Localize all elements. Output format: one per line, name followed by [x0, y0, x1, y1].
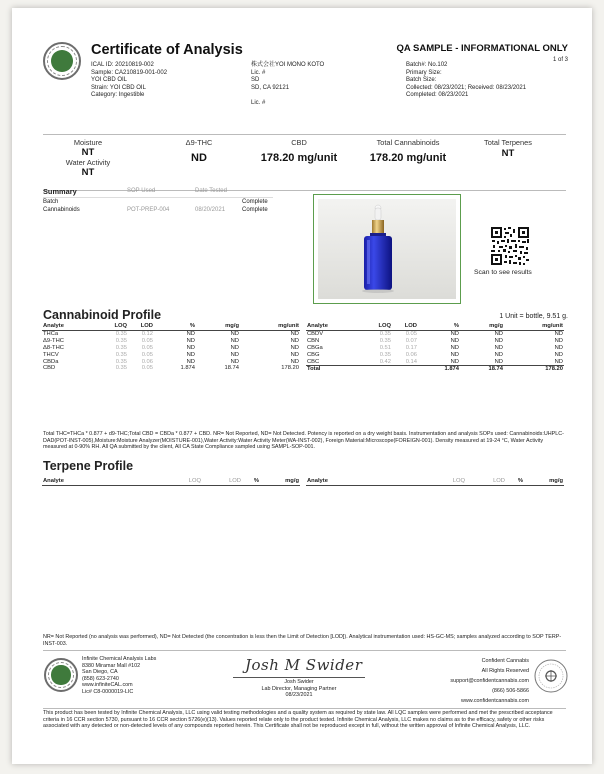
value-cell: ND	[554, 337, 563, 344]
qr-code[interactable]	[490, 226, 530, 266]
total-cannabinoids-cell	[354, 138, 462, 164]
total-value: 1.874	[418, 366, 460, 373]
value-cell: ND	[494, 330, 503, 337]
value-cell: 178.20	[281, 365, 299, 372]
lab-line: (858) 623-2740	[82, 675, 119, 682]
thc-cell	[159, 138, 239, 164]
table-header-row	[306, 323, 564, 330]
cc-line: Confident Cannabis	[481, 658, 529, 664]
info-line: Batch Size:	[406, 77, 437, 83]
cannabinoid-table-left	[42, 323, 300, 372]
cc-line: support@confidentcannabis.com	[450, 678, 529, 684]
total-value	[392, 366, 418, 373]
divider	[43, 134, 566, 135]
value-cell: 0.35	[379, 330, 391, 337]
table-row	[42, 359, 300, 366]
moisture-value: NT	[81, 147, 95, 158]
summary-row	[43, 199, 283, 207]
date-column-header: Date Tested	[195, 188, 227, 194]
total-terpenes-cell	[468, 138, 548, 159]
lab-logo-icon	[43, 42, 81, 80]
column-header: LOD	[392, 323, 418, 330]
info-line: SD, CA 92121	[251, 84, 290, 91]
value-cell: 0.51	[379, 344, 391, 351]
thc-label: Δ9-THC	[185, 138, 213, 147]
value-cell: 1.874	[180, 365, 195, 372]
page-title: Certificate of Analysis	[91, 42, 243, 58]
value-cell: ND	[450, 330, 459, 337]
terpene-profile-title: Terpene Profile	[43, 459, 134, 473]
info-line: 株式会社YOI MONO KOTO	[251, 62, 325, 68]
analyte-cell: CBC	[307, 358, 320, 365]
value-cell: ND	[554, 330, 563, 337]
certificate-page	[12, 8, 592, 764]
total-value: 178.20	[504, 366, 564, 373]
value-cell: ND	[554, 344, 563, 351]
cc-line: (866) 506-5866	[492, 688, 529, 694]
value-cell: 0.35	[115, 344, 127, 351]
info-line: ICAL ID: 20210819-002	[91, 62, 154, 68]
column-header: Analyte	[306, 478, 416, 485]
table-header-row	[42, 323, 300, 330]
column-header: LOQ	[102, 323, 128, 330]
value-cell: 0.14	[405, 358, 417, 365]
value-cell: ND	[494, 337, 503, 344]
total-value	[366, 366, 392, 373]
total-terpenes-label: Total Terpenes	[484, 138, 532, 147]
value-cell: ND	[450, 337, 459, 344]
column-header: LOD	[128, 323, 154, 330]
info-line: Primary Size:	[406, 69, 442, 76]
total-value: 18.74	[460, 366, 504, 373]
value-cell: ND	[450, 358, 459, 365]
value-cell: 0.35	[379, 351, 391, 358]
summary-title: Summary	[43, 187, 77, 196]
column-header: %	[506, 478, 524, 485]
value-cell: ND	[186, 330, 195, 337]
analyte-cell: CBG	[307, 351, 320, 358]
analyte-cell: CBDV	[307, 330, 324, 337]
summary-row-status: Complete	[242, 199, 268, 205]
summary-row-sop: POT-PREP-004	[127, 207, 170, 213]
lab-address	[82, 656, 212, 696]
water-activity-value: NT	[81, 167, 95, 178]
summary-row	[43, 207, 283, 215]
column-header: mg/g	[460, 323, 504, 330]
column-header: LOD	[202, 478, 242, 485]
value-cell: 0.35	[115, 351, 127, 358]
value-cell: ND	[290, 358, 299, 365]
value-cell: 0.35	[115, 330, 127, 337]
lab-line: San Diego, CA	[82, 669, 118, 676]
column-header: mg/g	[196, 323, 240, 330]
analyte-cell: THCa	[43, 330, 59, 337]
info-line: Strain: YOI CBD OIL	[91, 84, 146, 91]
value-cell: ND	[290, 344, 299, 351]
qa-label: QA SAMPLE - INFORMATIONAL ONLY	[396, 43, 568, 54]
moisture-label: Moisture	[73, 138, 103, 147]
summary-row-date: 08/20/2021	[195, 207, 226, 213]
column-header: %	[154, 323, 196, 330]
client-info	[251, 62, 391, 107]
confident-cannabis-info	[411, 656, 529, 706]
total-terpenes-value: NT	[501, 148, 515, 159]
info-line: Sample: CA210819-001-002	[91, 69, 168, 76]
value-cell: 0.05	[141, 365, 153, 372]
value-cell: ND	[290, 337, 299, 344]
cbd-cell	[249, 138, 349, 164]
column-header: LOQ	[152, 478, 202, 485]
table-row	[306, 352, 564, 359]
column-header: LOD	[466, 478, 506, 485]
cbd-value: 178.20 mg/unit	[260, 152, 338, 164]
cannabinoid-footnote: Total THC=THCa * 0.877 + d9-THC;Total CBD = CBDa * 0.877 + CBD. NR= Not Reported, ND= Not Detected. Potency is reported on a dry weight basis. Instrumentation and analysis SOPs used: Cannabinoids:UHPLC-DAD(POT-INST-005),Moisture:Moisture Analyzer(MOISTURE-001),Water Activity:Water Activity Meter(WA-INST-002), Foreign Material:Microscope(FOREIGN-001). Density measured at 19-24 °C, Water Activity measured at 0-90% RH. All QA submitted by the client, All CA State Compliance sampled using SAMPL-SOP-001.	[43, 431, 564, 451]
value-cell: 0.05	[405, 330, 417, 337]
product-image	[313, 194, 461, 304]
analyte-cell: Δ9-THC	[43, 337, 64, 344]
value-cell: 0.06	[405, 351, 417, 358]
cannabinoid-table-right	[306, 323, 564, 373]
value-cell: 0.05	[141, 337, 153, 344]
table-row	[306, 330, 564, 337]
info-line: Lic. #	[251, 69, 266, 76]
value-cell: ND	[230, 351, 239, 358]
column-header: Analyte	[42, 478, 152, 485]
page-number: 1 of 3	[552, 57, 568, 63]
lab-line: www.infiniteCAL.com	[82, 682, 133, 689]
column-header: LOQ	[416, 478, 466, 485]
value-cell: 0.05	[141, 344, 153, 351]
cbd-label: CBD	[291, 138, 307, 147]
value-cell: ND	[230, 330, 239, 337]
value-cell: ND	[186, 337, 195, 344]
info-line	[251, 92, 391, 100]
summary-row-status: Complete	[242, 207, 268, 213]
summary-row-name: Batch	[43, 199, 59, 205]
total-cannabinoids-value: 178.20 mg/unit	[369, 152, 447, 164]
lab-line: Lic# C8-0000019-LIC	[82, 688, 134, 695]
signer-line: 08/23/2021	[285, 692, 313, 699]
column-header: Analyte	[306, 323, 366, 330]
cc-line: www.confidentcannabis.com	[460, 698, 529, 704]
column-header: LOQ	[366, 323, 392, 330]
value-cell: 0.06	[141, 358, 153, 365]
value-cell: ND	[230, 358, 239, 365]
divider	[43, 650, 566, 651]
lab-logo-icon	[44, 658, 78, 692]
table-header-row	[42, 478, 300, 485]
value-cell: ND	[450, 344, 459, 351]
column-header: %	[418, 323, 460, 330]
lab-line: 8380 Miramar Mall #102	[82, 662, 141, 669]
water-activity-label: Water Activity	[65, 158, 111, 167]
terpene-table-left	[42, 478, 300, 486]
total-row	[306, 366, 564, 373]
info-line: Completed: 08/23/2021	[406, 92, 469, 98]
scan-caption: Scan to see results	[474, 269, 532, 276]
info-line: Category: Ingestible	[91, 92, 145, 98]
terpene-table-right	[306, 478, 564, 486]
value-cell: ND	[186, 351, 195, 358]
value-cell: 0.05	[141, 351, 153, 358]
value-cell: ND	[554, 351, 563, 358]
signer-line: Lab Director, Managing Partner	[261, 685, 337, 692]
moisture-cell	[48, 138, 128, 178]
total-cannabinoids-label: Total Cannabinoids	[376, 138, 440, 147]
table-row	[42, 352, 300, 359]
cannabinoid-profile-title: Cannabinoid Profile	[43, 308, 162, 322]
column-header: mg/g	[260, 478, 300, 485]
total-label: Total	[306, 366, 366, 373]
divider	[43, 190, 566, 191]
info-line: Lic. #	[251, 99, 266, 106]
divider	[43, 197, 273, 198]
value-cell: ND	[290, 351, 299, 358]
column-header: mg/unit	[240, 323, 300, 330]
value-cell: ND	[230, 337, 239, 344]
value-cell: 0.35	[379, 337, 391, 344]
info-line: SD	[251, 77, 260, 83]
signature-line	[233, 677, 365, 678]
signer-info	[233, 679, 365, 699]
column-header: %	[242, 478, 260, 485]
info-line: Collected: 08/23/2021; Received: 08/23/2021	[406, 84, 527, 91]
thc-value: ND	[191, 152, 207, 164]
value-cell: 0.17	[405, 344, 417, 351]
analyte-cell: CBN	[307, 337, 320, 344]
analyte-cell: CBGa	[307, 344, 323, 351]
value-cell: 0.35	[115, 365, 127, 372]
analyte-cell: CBDa	[43, 358, 59, 365]
table-row	[42, 338, 300, 345]
table-row	[306, 338, 564, 345]
unit-note: 1 Unit = bottle, 9.51 g.	[499, 313, 568, 320]
column-header: mg/unit	[504, 323, 564, 330]
divider	[43, 708, 566, 709]
disclaimer: This product has been tested by Infinite Chemical Analysis, LLC using valid testing methodologies and a quality system as required by state law. All LQC samples were performed and met the prescribed acceptance criteria in 16 CCR section 5730, pursuant to 16 CCR section 5726(e)(13). Values reported relate only to the product tested. Infinite Chemical Analysis, LLC makes no claims as to the efficacy, safety or other risks associated with any detected or non-detected levels of any compounds reported herein. This Certificate shall not be reproduced except in full, without the written approval of Infinite Chemical Analysis, LLC.	[43, 710, 553, 730]
sample-info	[91, 62, 251, 100]
analyte-cell: THCV	[43, 351, 59, 358]
terpene-footnote: NR= Not Reported (no analysis was performed), ND= Not Detected (the concentration is less then the Limit of Detection [LOD]). Analytical instrumentation used: HS-GC-MS; samples analyzed according to SOP TERP-INST-003.	[43, 634, 562, 647]
sop-column-header: SOP Used	[127, 188, 156, 194]
table-row	[306, 345, 564, 352]
table-row	[42, 345, 300, 352]
value-cell: ND	[186, 344, 195, 351]
table-row	[42, 365, 300, 372]
value-cell: ND	[494, 358, 503, 365]
value-cell: ND	[494, 351, 503, 358]
value-cell: ND	[494, 344, 503, 351]
info-line: YOI CBD OIL	[91, 77, 128, 83]
value-cell: ND	[230, 344, 239, 351]
signer-line: Josh Swider	[284, 679, 314, 685]
info-line: Batch#: No.102	[406, 62, 448, 68]
value-cell: 0.12	[141, 330, 153, 337]
cc-line: All Rights Reserved	[481, 668, 529, 674]
signature: Josh M Swider	[245, 656, 363, 674]
value-cell: ND	[554, 358, 563, 365]
value-cell: 0.42	[379, 358, 391, 365]
value-cell: ND	[450, 351, 459, 358]
value-cell: 0.07	[405, 337, 417, 344]
summary-row-name: Cannabinoids	[43, 207, 80, 213]
batch-info	[406, 62, 576, 100]
table-row	[42, 330, 300, 337]
confident-cannabis-seal-icon	[534, 659, 568, 693]
analyte-cell: CBD	[43, 365, 56, 372]
lab-line: Infinite Chemical Analysis Labs	[82, 656, 157, 662]
table-row	[306, 359, 564, 366]
column-header: Analyte	[42, 323, 102, 330]
value-cell: 18.74	[224, 365, 239, 372]
value-cell: ND	[186, 358, 195, 365]
column-header: mg/g	[524, 478, 564, 485]
value-cell: 0.35	[115, 337, 127, 344]
value-cell: ND	[290, 330, 299, 337]
analyte-cell: Δ8-THC	[43, 344, 64, 351]
value-cell: 0.35	[115, 358, 127, 365]
table-header-row	[306, 478, 564, 485]
